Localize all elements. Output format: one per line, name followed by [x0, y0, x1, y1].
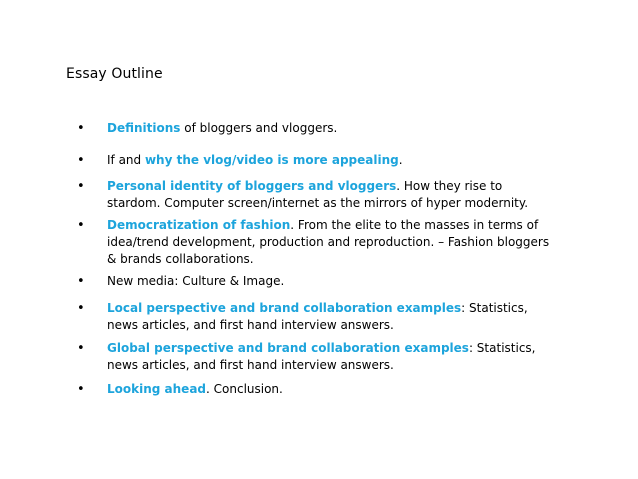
highlight-text: Personal identity of bloggers and vloggers — [107, 179, 397, 193]
list-item-text: Local perspective and brand collaboration examples: Statistics, news articles, and first hand interview answers. — [107, 301, 528, 332]
highlight-text: Looking ahead — [107, 382, 207, 396]
bullet-icon: • — [77, 341, 85, 356]
list-item-text: If and why the vlog/video is more appealing. — [107, 153, 403, 167]
list-item-text: Personal identity of bloggers and vloggers. How they rise to stardom. Computer screen/internet as the mirrors of hyper modernity. — [107, 179, 529, 210]
bullet-icon: • — [77, 218, 85, 233]
bullet-icon: • — [77, 179, 85, 194]
list-item-text: New media: Culture & Image. — [107, 274, 285, 288]
highlight-text: Definitions — [107, 121, 181, 135]
list-item-text: Global perspective and brand collaboration examples: Statistics, news articles, and first hand interview answers. — [107, 341, 536, 372]
list-item-text: Democratization of fashion. From the elite to the masses in terms of idea/trend development, production and reproduction. – Fashion bloggers & brands collaborations. — [107, 218, 550, 266]
list-item-text: Definitions of bloggers and vloggers. — [107, 121, 338, 135]
slide-title: Essay Outline — [66, 66, 163, 82]
highlight-text: Democratization of fashion — [107, 218, 291, 232]
bullet-icon: • — [77, 301, 85, 316]
bullet-icon: • — [77, 382, 85, 397]
bullet-icon: • — [77, 274, 85, 289]
highlight-text: Local perspective and brand collaboration examples — [107, 301, 462, 315]
bullet-icon: • — [77, 121, 85, 136]
bullet-icon: • — [77, 153, 85, 168]
highlight-text: Global perspective and brand collaboration examples — [107, 341, 469, 355]
list-item-text: Looking ahead. Conclusion. — [107, 382, 283, 396]
highlight-text: why the vlog/video is more appealing — [144, 153, 399, 167]
